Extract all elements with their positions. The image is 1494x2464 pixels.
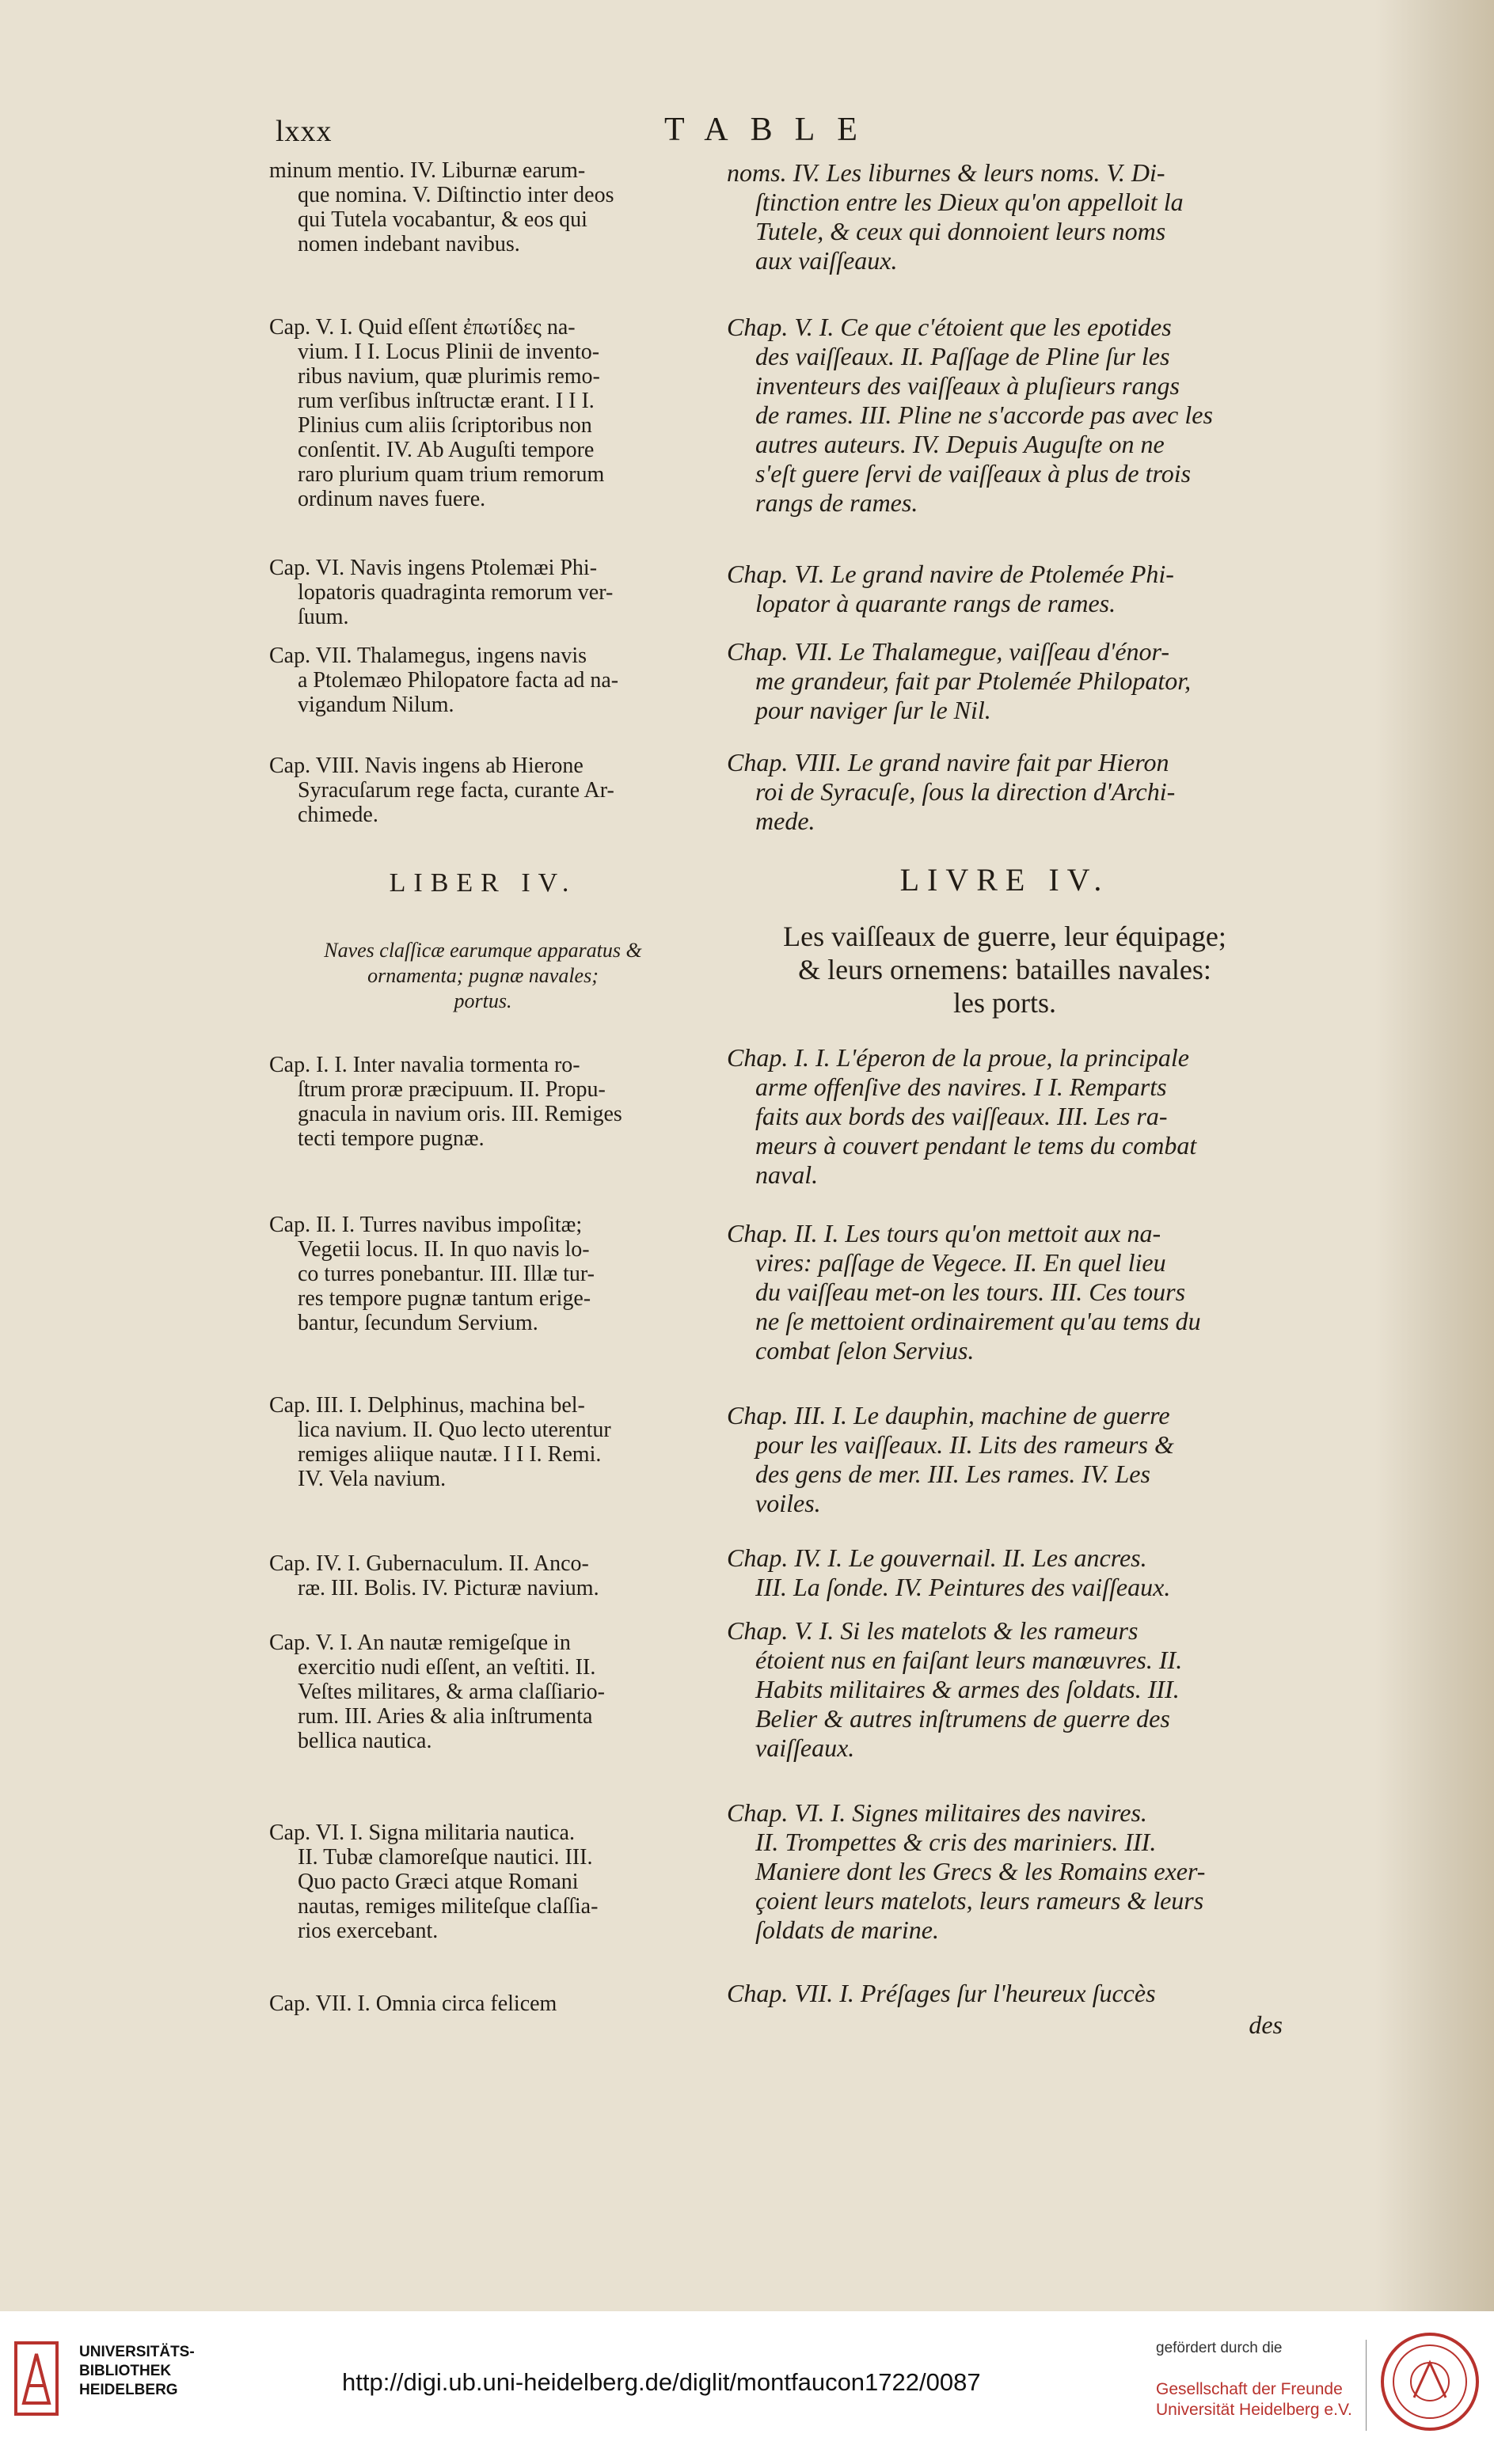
latin-entry: Cap. V. I. Quid eſſent ἐπωτίδες na- vium. I I. Locus Plinii de invento- ribus navium, quæ plurimis remo- rum verſibus inſtructæ erant. I I I. Plinius cum aliis ſcriptoribus non conſentit. IV. Ab Auguſti tempore raro plurium quam trium remorum ordinum naves fuere.	[269, 315, 605, 511]
french-entry: Chap. VIII. Le grand navire fait par Hieron roi de Syracuſe, ſous la direction d'Archi- mede.	[727, 748, 1176, 835]
latin-entry: Cap. VI. Navis ingens Ptolemæi Phi- lopatoris quadraginta remorum ver- ſuum.	[269, 556, 614, 629]
book-subtitle: Naves claſſicæ earumque apparatus & ornamenta; pugnæ navales; portus.	[324, 939, 642, 1012]
latin-entry: Cap. II. I. Turres navibus impoſitæ; Vegetii locus. II. In quo navis lo- co turres ponebantur. III. Illæ tur- res tempore pugnæ tantum erige- bantur, ſecundum Servium.	[269, 1213, 595, 1335]
french-entry: Chap. III. I. Le dauphin, machine de guerre pour les vaiſſeaux. II. Lits des rameurs & des gens de mer. III. Les rames. IV. Les voiles.	[727, 1401, 1174, 1517]
funded-by-label: gefördert durch die	[1156, 2340, 1283, 2356]
french-entry: Chap. VII. I. Préſages ſur l'heureux ſuccès	[727, 1979, 1156, 2007]
french-entry: Chap. II. I. Les tours qu'on mettoit aux na- vires: paſſage de Vegece. II. En quel lieu du vaiſſeau met-on les tours. III. Ces tours ne ſe mettoient ordinairement qu'au tems du combat ſelon Servius.	[727, 1219, 1201, 1365]
french-entry: Chap. I. I. L'éperon de la proue, la principale arme offenſive des navires. I I. Remparts faits aux bords des vaiſſeaux. III. Les ra- meurs à couvert pendant le tems du combat naval.	[727, 1043, 1197, 1189]
digitization-url-link[interactable]: http://digi.ub.uni-heidelberg.de/diglit/montfaucon1722/0087	[342, 2368, 981, 2396]
french-entry: Chap. VI. I. Signes militaires des navires. II. Trompettes & cris des mariniers. III. Maniere dont les Grecs & les Romains exer- çoient leurs matelots, leurs rameurs & leurs ſoldats de marine.	[727, 1798, 1206, 1944]
french-entry: Chap. IV. I. Le gouvernail. II. Les ancres. III. La ſonde. IV. Peintures des vaiſſeaux.	[727, 1543, 1171, 1601]
latin-entry: Cap. VI. I. Signa militaria nautica. II. Tubæ clamoreſque nautici. III. Quo pacto Græci atque Romani nautas, remiges militeſque claſſia- rios exercebant.	[269, 1820, 599, 1943]
book-title: LIVRE IV.	[899, 862, 1110, 898]
latin-entry: Cap. IV. I. Gubernaculum. II. Anco- ræ. III. Bolis. IV. Picturæ navium.	[269, 1551, 599, 1600]
book-subtitle: Les vaiſſeaux de guerre, leur équipage; & leurs ornemens: batailles navales: les ports.	[783, 921, 1226, 1019]
latin-entry: Cap. III. I. Delphinus, machina bel- lica navium. II. Quo lecto uterentur remiges aliique nautæ. I I I. Remi. IV. Vela navium.	[269, 1393, 611, 1491]
latin-entry: Cap. VII. Thalamegus, ingens navis a Ptolemæo Philopatore facta ad na- vigandum Nilum.	[269, 644, 619, 717]
university-library-name: UNIVERSITÄTS- BIBLIOTHEK HEIDELBERG	[79, 2344, 195, 2398]
university-library-logo-icon	[13, 2340, 60, 2417]
latin-entry: Cap. VIII. Navis ingens ab Hierone Syracuſarum rege facta, curante Ar- chimede.	[269, 754, 614, 827]
latin-entry: minum mentio. IV. Liburnæ earum- que nomina. V. Diſtinctio inter deos qui Tutela vocabantur, & eos qui nomen indebant navibus.	[269, 158, 614, 256]
page-title: TABLE	[664, 112, 880, 148]
page-header	[261, 111, 1283, 158]
digitization-footer	[0, 2311, 1494, 2464]
french-entry: noms. IV. Les liburnes & leurs noms. V. Di- ſtinction entre les Dieux qu'on appelloit la Tutele, & ceux qui donnoient leurs noms aux vaiſſeaux.	[727, 158, 1184, 275]
french-entry: Chap. VII. Le Thalamegue, vaiſſeau d'énor- me grandeur, fait par Ptolemée Philopator, pour naviger ſur le Nil.	[727, 637, 1192, 724]
latin-entry: Cap. I. I. Inter navalia tormenta ro- ſtrum proræ præcipuum. II. Propu- gnacula in navium oris. III. Remiges tecti tempore pugnæ.	[269, 1053, 622, 1151]
latin-entry: Cap. V. I. An nautæ remigeſque in exercitio nudi eſſent, an veſtiti. II. Veſtes militares, & arma claſſiario- rum. III. Aries & alia inſtrumenta bellica nautica.	[269, 1631, 605, 1753]
page-gutter-shadow	[1375, 0, 1494, 2311]
french-entry: Chap. V. I. Si les matelots & les rameurs étoient nus en faiſant leurs manœuvres. II. Habits militaires & armes des ſoldats. III. Belier & autres inſtrumens de guerre des vaiſſeaux.	[727, 1616, 1183, 1762]
book-title: LIBER IV.	[389, 868, 577, 898]
society-name: Gesellschaft der Freunde Universität Heidelberg e.V.	[1156, 2380, 1352, 2419]
catchword: des	[1249, 2010, 1283, 2039]
university-seal-icon	[1379, 2331, 1481, 2432]
french-entry: Chap. VI. Le grand navire de Ptolemée Phi- lopator à quarante rangs de rames.	[727, 560, 1174, 617]
french-entry: Chap. V. I. Ce que c'étoient que les epotides des vaiſſeaux. II. Paſſage de Pline ſur les inventeurs des vaiſſeaux à pluſieurs rangs de rames. III. Pline ne s'accorde pas avec les autres auteurs. IV. Depuis Auguſte on ne s'eſt guere ſervi de vaiſſeaux à plus de trois rangs de rames.	[727, 313, 1213, 517]
footer-divider	[1366, 2340, 1367, 2431]
page-number: lxxx	[276, 115, 333, 148]
latin-entry: Cap. VII. I. Omnia circa felicem	[269, 1991, 557, 2016]
